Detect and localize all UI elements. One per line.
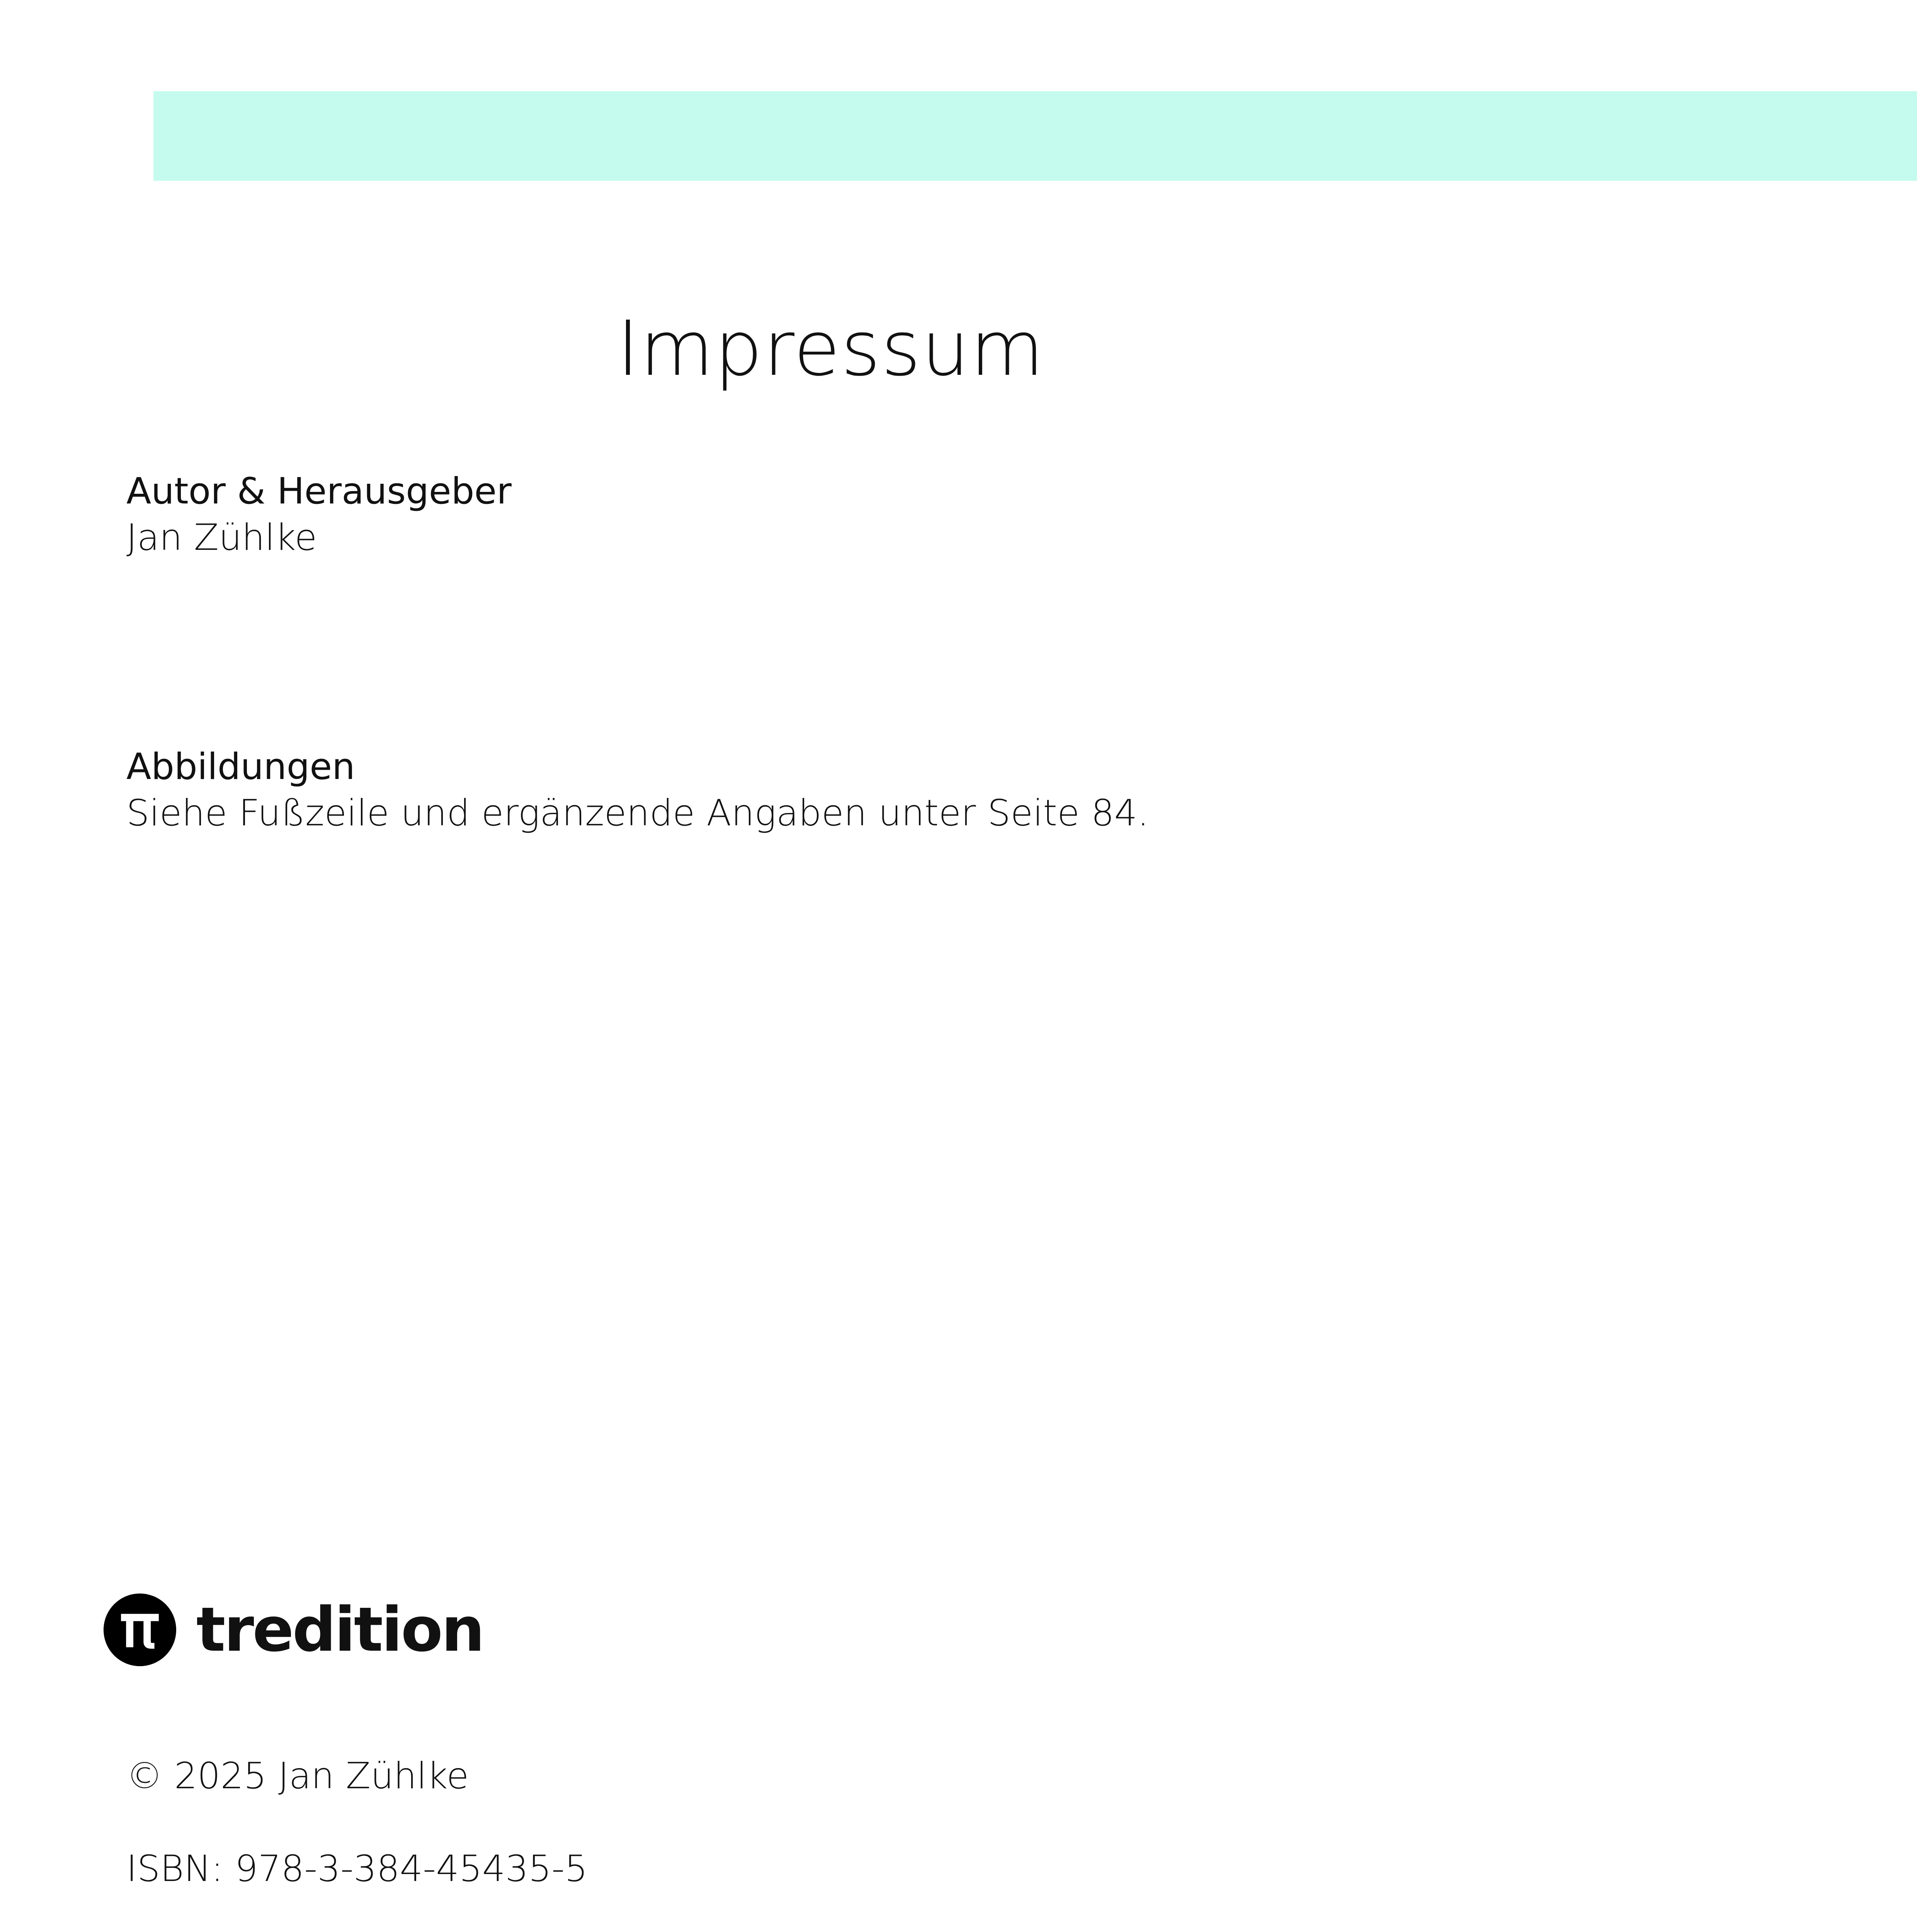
page-title: Impressum (617, 305, 1045, 393)
header-accent-band (153, 91, 1917, 181)
author-name: Jan Zühlke (126, 517, 317, 559)
author-heading: Autor & Herausgeber (126, 470, 512, 512)
publisher-logo (104, 1591, 483, 1668)
copyright-notice: © 2025 Jan Zühlke (126, 1755, 469, 1797)
figures-heading: Abbildungen (126, 746, 355, 788)
tredition-logo-icon (104, 1594, 176, 1666)
isbn: ISBN: 978-3-384-45435-5 (126, 1848, 588, 1890)
tredition-wordmark: tredition (196, 1594, 483, 1665)
figures-section (126, 744, 1149, 837)
author-section (126, 468, 512, 561)
figures-text: Siehe Fußzeile und ergänzende Angaben unter Seite 84. (126, 792, 1149, 834)
